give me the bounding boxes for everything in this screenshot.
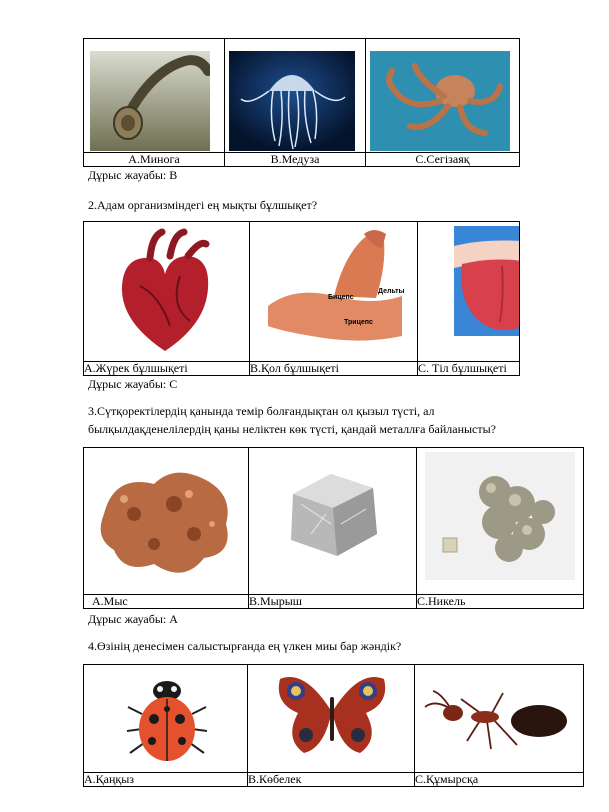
- q2-cell-a: [84, 222, 250, 362]
- jellyfish-image: [229, 51, 355, 151]
- q1-caption-b: B.Медуза: [225, 153, 366, 167]
- q3-answer: Дұрыс жауабы: A: [88, 612, 178, 626]
- q4-table: [83, 664, 584, 787]
- q4-caption-c: C.Құмырсқа: [415, 773, 584, 787]
- q3-cell-a: [84, 448, 249, 595]
- q1-table: [83, 38, 520, 167]
- q2-caption-a: A.Жүрек бұлшықеті: [84, 362, 250, 376]
- tongue-image: [454, 226, 520, 336]
- q3-caption-a: A.Мыс: [84, 595, 249, 609]
- arm-label-triceps: Трицепс: [344, 319, 373, 326]
- q1-caption-a: A.Минога: [84, 153, 225, 167]
- q3-caption-c: C.Никель: [417, 595, 584, 609]
- q1-caption-c: C.Сегізаяқ: [366, 153, 520, 167]
- nickel-image: [425, 452, 575, 580]
- q3-table: [83, 447, 584, 609]
- q2-question: 2.Адам организміндегі ең мықты бұлшықет?: [88, 198, 318, 212]
- arm-label-biceps: Бицепс: [328, 294, 354, 301]
- butterfly-image: [274, 669, 390, 759]
- q2-cell-b: [250, 222, 418, 362]
- q1-cell-a: [84, 39, 225, 153]
- q4-question: 4.Өзінің денесімен салыстырғанда ең үлкен миы бар жәндік?: [88, 639, 402, 653]
- heart-image: [110, 226, 220, 358]
- q3-cell-b: [249, 448, 417, 595]
- q4-cell-a: [84, 665, 248, 773]
- q3-cell-c: [417, 448, 584, 595]
- q1-answer: Дұрыс жауабы: B: [88, 168, 178, 182]
- q2-caption-c: C. Тіл бұлшықеті: [418, 362, 520, 376]
- ladybug-image: [122, 669, 212, 769]
- q4-caption-a: A.Қаңқыз: [84, 773, 248, 787]
- q1-cell-b: [225, 39, 366, 153]
- q4-cell-c: [415, 665, 584, 773]
- q2-cell-c: [418, 222, 520, 362]
- q2-caption-b: B.Қол бұлшықеті: [250, 362, 418, 376]
- q1-cell-c: [366, 39, 520, 153]
- lamprey-image: [90, 51, 210, 151]
- arm-label-deltoid: Дельты: [378, 288, 405, 295]
- ant-image: [421, 679, 579, 759]
- q2-answer: Дұрыс жауабы: C: [88, 377, 178, 391]
- q3-question-line2: былқылдақденелілердің қаны неліктен көк түсті, қандай металлға байланысты?: [88, 422, 497, 436]
- octopus-image: [370, 51, 510, 151]
- q3-question-line1: 3.Сүтқоректілердің қанында темір болғандықтан ол қызыл түсті, ал: [88, 404, 435, 418]
- q2-table: [83, 221, 520, 376]
- q3-caption-b: B.Мырыш: [249, 595, 417, 609]
- q4-caption-b: B.Көбелек: [248, 773, 415, 787]
- zinc-image: [281, 464, 385, 564]
- copper-image: [94, 454, 240, 590]
- q4-cell-b: [248, 665, 415, 773]
